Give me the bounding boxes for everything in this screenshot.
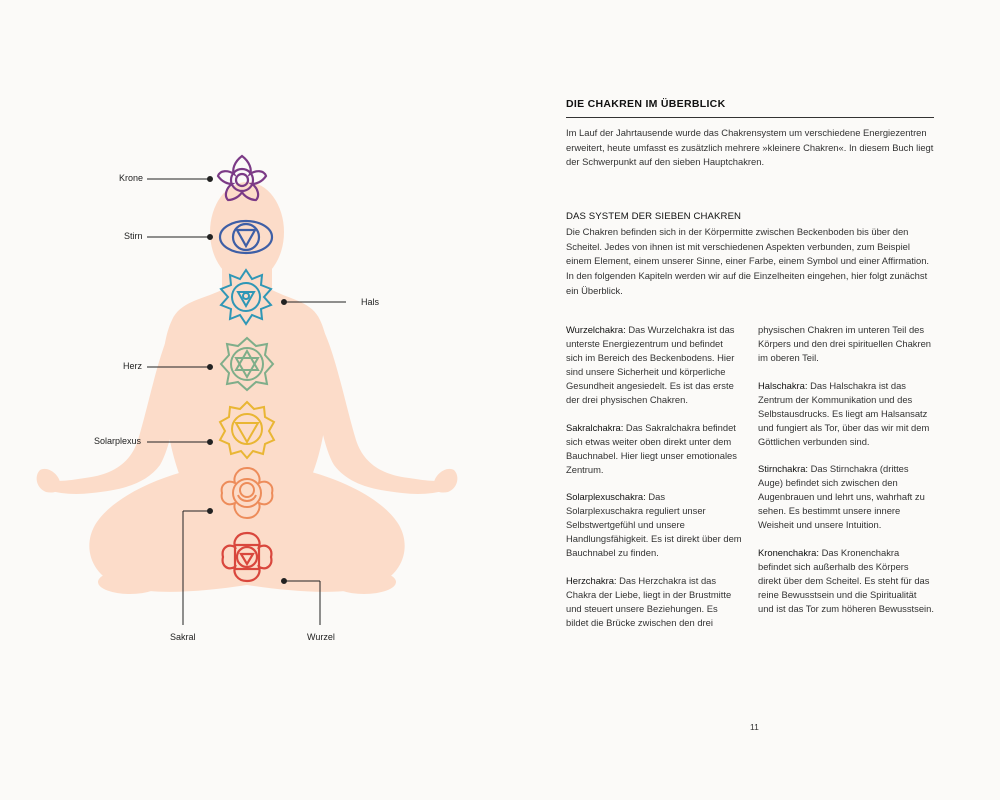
- chakra-term: Halschakra:: [758, 379, 808, 391]
- chakra-description: Das Wurzelchakra ist das unterste Energiezentrum und befindet sich im Bereich des Beckenbodens. Hier sind unsere Sicherheit und körperliche Gesundheit angesiedelt. Es ist das erste der drei physischen Chakren.: [566, 324, 735, 405]
- label-herz: Herz: [123, 361, 143, 371]
- page-heading: DIE CHAKREN IM ÜBERBLICK: [566, 98, 726, 110]
- chakra-description: physischen Chakren im unteren Teil des Körpers und den drei spirituellen Chakren im oberen Teil.: [758, 324, 932, 363]
- chakra-description: Das Kronenchakra befindet sich außerhalb des Körpers direkt über dem Scheitel. Es steht für das reine Bewusstsein und die Spiritualität und ist das Tor zum höheren Bewusstsein.: [758, 546, 934, 614]
- chakra-entry: [758, 546, 934, 616]
- chakra-term: Kronenchakra:: [758, 546, 819, 558]
- chakra-entry: [566, 574, 742, 630]
- section-heading: DAS SYSTEM DER SIEBEN CHAKREN: [566, 211, 742, 222]
- chakra-description: Das Sakralchakra befindet sich etwas weiter oben direkt unter dem Bauchnabel. Hier liegt unser emotionales Zentrum.: [566, 421, 737, 475]
- intro-paragraph: Im Lauf der Jahrtausende wurde das Chakrensystem um verschiedene Energiezentren erweitert, heute umfasst es zusätzlich mehrere »kleinere Chakren«. In diesem Buch liegt der Schwerpunkt auf den sieben Hauptchakren.: [566, 127, 934, 168]
- chakra-entry: [758, 379, 934, 449]
- chakra-term: Herzchakra:: [566, 574, 617, 586]
- chakra-term: Stirnchakra:: [758, 463, 809, 474]
- chakra-term: Wurzelchakra:: [566, 324, 626, 335]
- chakra-description: Das Halschakra ist das Zentrum der Kommunikation und des Selbstausdrucks. Es liegt am Halsansatz und fungiert als Tor, über das wir mit dem Göttlichen verbunden sind.: [758, 379, 930, 447]
- label-stirn: Stirn: [124, 231, 143, 241]
- chakra-entry: [566, 490, 742, 560]
- label-hals: Hals: [361, 297, 380, 307]
- page-number: 11: [750, 722, 759, 732]
- chakra-description: Das Solarplexuschakra reguliert unser Selbstwertgefühl und unsere Handlungsfähigkeit. Es ist direkt über dem Bauchnabel zu finden.: [566, 491, 742, 558]
- chakra-term: Sakralchakra:: [566, 421, 624, 433]
- chakra-entry: [566, 323, 742, 407]
- label-krone: Krone: [119, 173, 144, 183]
- crown-chakra-icon: [218, 156, 266, 200]
- section-paragraph: Die Chakren befinden sich in der Körpermitte zwischen Beckenboden bis über den Scheitel. Jedes von ihnen ist mit verschiedenen Aspekten verbunden, zum Beispiel einem Element, einem unserer Sinne, einer Farbe, einem Symbol und einer Affirmation. In den folgenden Kapiteln werden wir auf die Einzelheiten eingehen, hier folgt zunächst ein Überblick.: [566, 226, 930, 296]
- column-right: [758, 323, 934, 629]
- heading-rule: [566, 117, 934, 118]
- label-solarplexus: Solarplexus: [94, 436, 142, 446]
- column-left: [566, 323, 742, 643]
- chakra-entry: [758, 323, 934, 365]
- chakra-term: Solarplexuschakra:: [566, 491, 646, 502]
- chakra-description: Das Herzchakra ist das Chakra der Liebe, liegt in der Brustmitte und steuert unsere Beziehungen. Es bildet die Brücke zwischen den drei: [566, 574, 732, 628]
- label-wurzel: Wurzel: [307, 632, 335, 642]
- chakra-entry: [758, 462, 934, 532]
- chakra-entry: [566, 421, 742, 477]
- chakra-description: Das Stirnchakra (drittes Auge) befindet sich zwischen den Augenbrauen und lehrt uns, wahrhaft zu sehen. Es bestimmt unsere innere Weisheit und unsere Intuition.: [758, 463, 925, 530]
- label-sakral: Sakral: [170, 632, 196, 642]
